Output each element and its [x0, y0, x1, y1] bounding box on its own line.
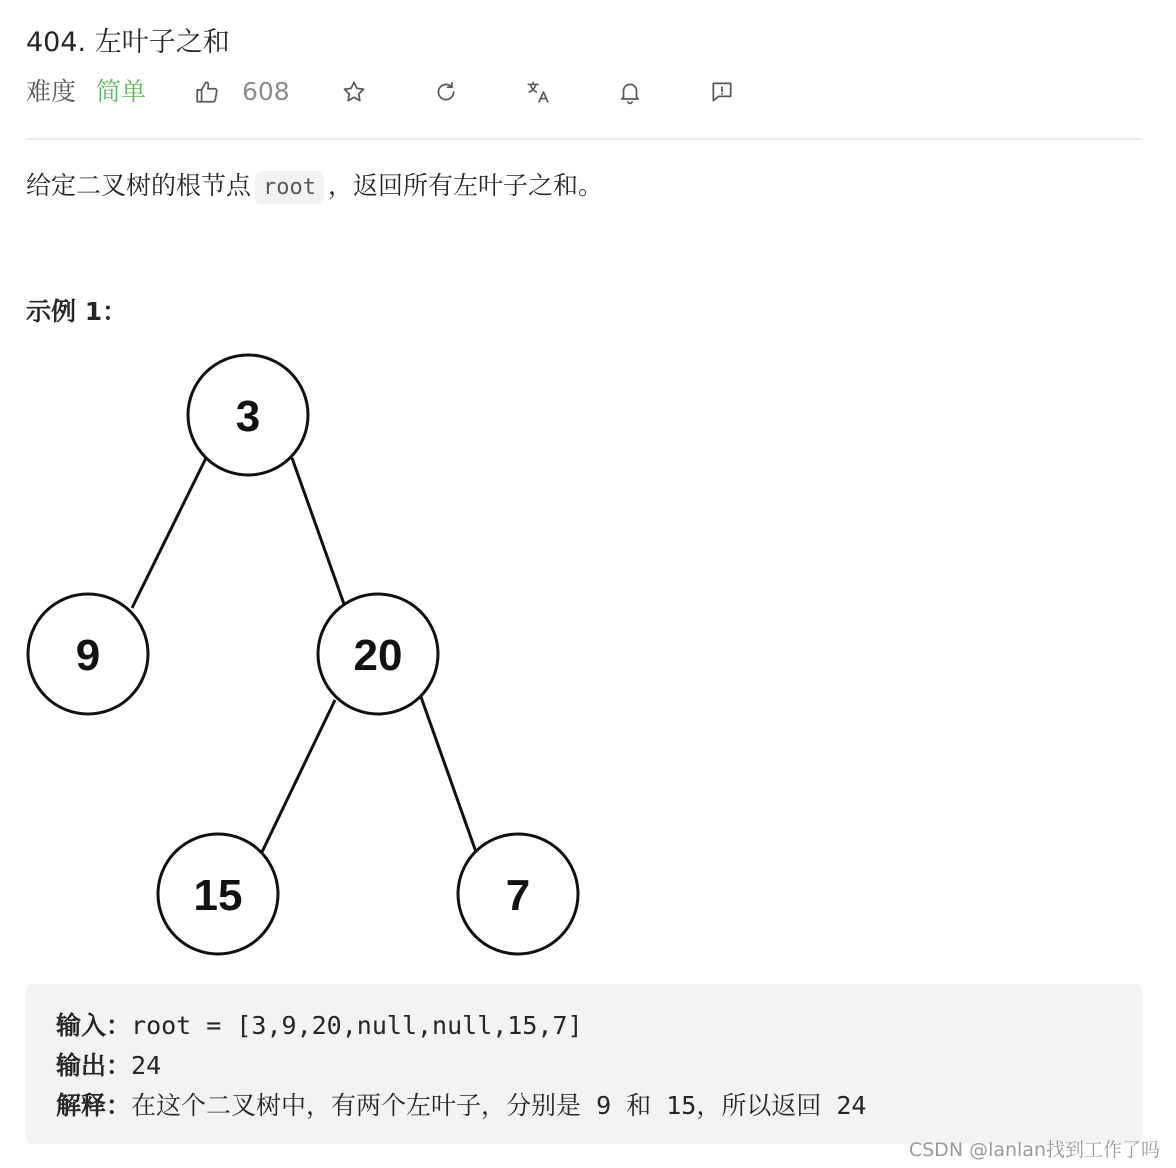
binary-tree-diagram	[0, 340, 620, 980]
example-output-line	[56, 1046, 161, 1082]
input-label: 输入：	[56, 1011, 132, 1040]
tree-edge	[262, 700, 335, 852]
feedback-icon[interactable]	[705, 72, 739, 112]
tree-edge	[292, 458, 344, 604]
example-title: 示例 1：	[26, 297, 128, 326]
explanation-value: 在这个二叉树中，有两个左叶子，分别是 9 和 15，所以返回 24	[131, 1091, 867, 1120]
example-code-block	[26, 984, 1142, 1144]
problem-title: 404. 左叶子之和	[26, 27, 230, 58]
tree-edge	[132, 458, 206, 608]
problem-toolbar	[26, 72, 1146, 112]
tree-node-label: 15	[193, 871, 243, 920]
tree-node-label: 20	[353, 631, 403, 680]
like-count: 608	[242, 77, 290, 106]
inline-code-root: root	[255, 171, 324, 204]
translate-icon[interactable]	[521, 72, 555, 112]
output-value: 24	[131, 1051, 162, 1080]
header-divider	[26, 138, 1142, 140]
explanation-label: 解释：	[56, 1091, 132, 1120]
refresh-share-icon[interactable]	[429, 72, 463, 112]
tree-node-label: 9	[75, 631, 101, 680]
tree-edge	[421, 697, 476, 852]
problem-description	[26, 164, 603, 210]
thumbs-up-icon[interactable]	[190, 72, 224, 112]
tree-node-label: 7	[505, 871, 531, 920]
difficulty-badge: 简单	[96, 77, 147, 106]
csdn-watermark: CSDN @lanlan找到工作了吗	[908, 1139, 1160, 1161]
description-text-after: ，返回所有左叶子之和。	[328, 171, 604, 200]
example-input-line	[56, 1006, 583, 1042]
tree-node-label: 3	[235, 392, 261, 441]
example-explanation-line	[56, 1086, 866, 1122]
description-text-before: 给定二叉树的根节点	[26, 171, 252, 200]
input-value: root = [3,9,20,null,null,15,7]	[131, 1011, 583, 1040]
difficulty-label: 难度	[26, 77, 77, 106]
output-label: 输出：	[56, 1051, 132, 1080]
bell-icon[interactable]	[613, 72, 647, 112]
star-icon[interactable]	[337, 72, 371, 112]
